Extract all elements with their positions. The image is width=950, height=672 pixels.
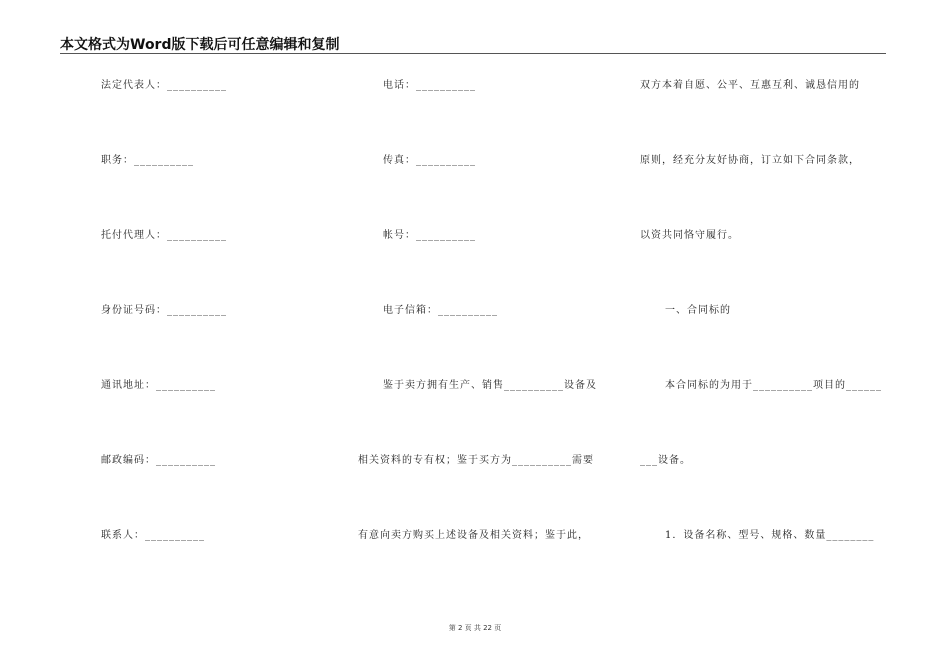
- section-heading: 一、合同标的: [665, 305, 731, 316]
- email-field: 电子信箱：__________: [383, 305, 498, 316]
- paragraph-line: 原则，经充分友好协商，订立如下合同条款，: [640, 155, 860, 166]
- paragraph-line: 鉴于卖方拥有生产、销售__________设备及: [383, 380, 597, 391]
- position-field: 职务：__________: [101, 155, 194, 166]
- id-number-field: 身份证号码：__________: [101, 305, 227, 316]
- phone-field: 电话：__________: [383, 80, 476, 91]
- paragraph-line: 有意向卖方购买上述设备及相关资料；鉴于此，: [358, 530, 589, 541]
- paragraph-line: 本合同标的为用于__________项目的______: [665, 380, 882, 391]
- account-field: 帐号：__________: [383, 230, 476, 241]
- paragraph-line: 以资共同恪守履行。: [640, 230, 739, 241]
- contact-person-field: 联系人：__________: [101, 530, 205, 541]
- list-item: 1．设备名称、型号、规格、数量________: [665, 530, 875, 541]
- document-header: 本文格式为Word版下载后可任意编辑和复制: [60, 37, 340, 53]
- page-number: 第 2 页 共 22 页: [448, 624, 502, 632]
- authorized-agent-field: 托付代理人：__________: [101, 230, 227, 241]
- paragraph-line: 双方本着自愿、公平、互惠互利、诚恳信用的: [640, 80, 860, 91]
- postal-code-field: 邮政编码：__________: [101, 455, 216, 466]
- paragraph-line: 相关资料的专有权；鉴于买方为__________需要: [358, 455, 594, 466]
- paragraph-line: ___设备。: [640, 455, 691, 466]
- header-divider: [60, 53, 886, 54]
- fax-field: 传真：__________: [383, 155, 476, 166]
- legal-representative-field: 法定代表人：__________: [101, 80, 227, 91]
- mailing-address-field: 通讯地址：__________: [101, 380, 216, 391]
